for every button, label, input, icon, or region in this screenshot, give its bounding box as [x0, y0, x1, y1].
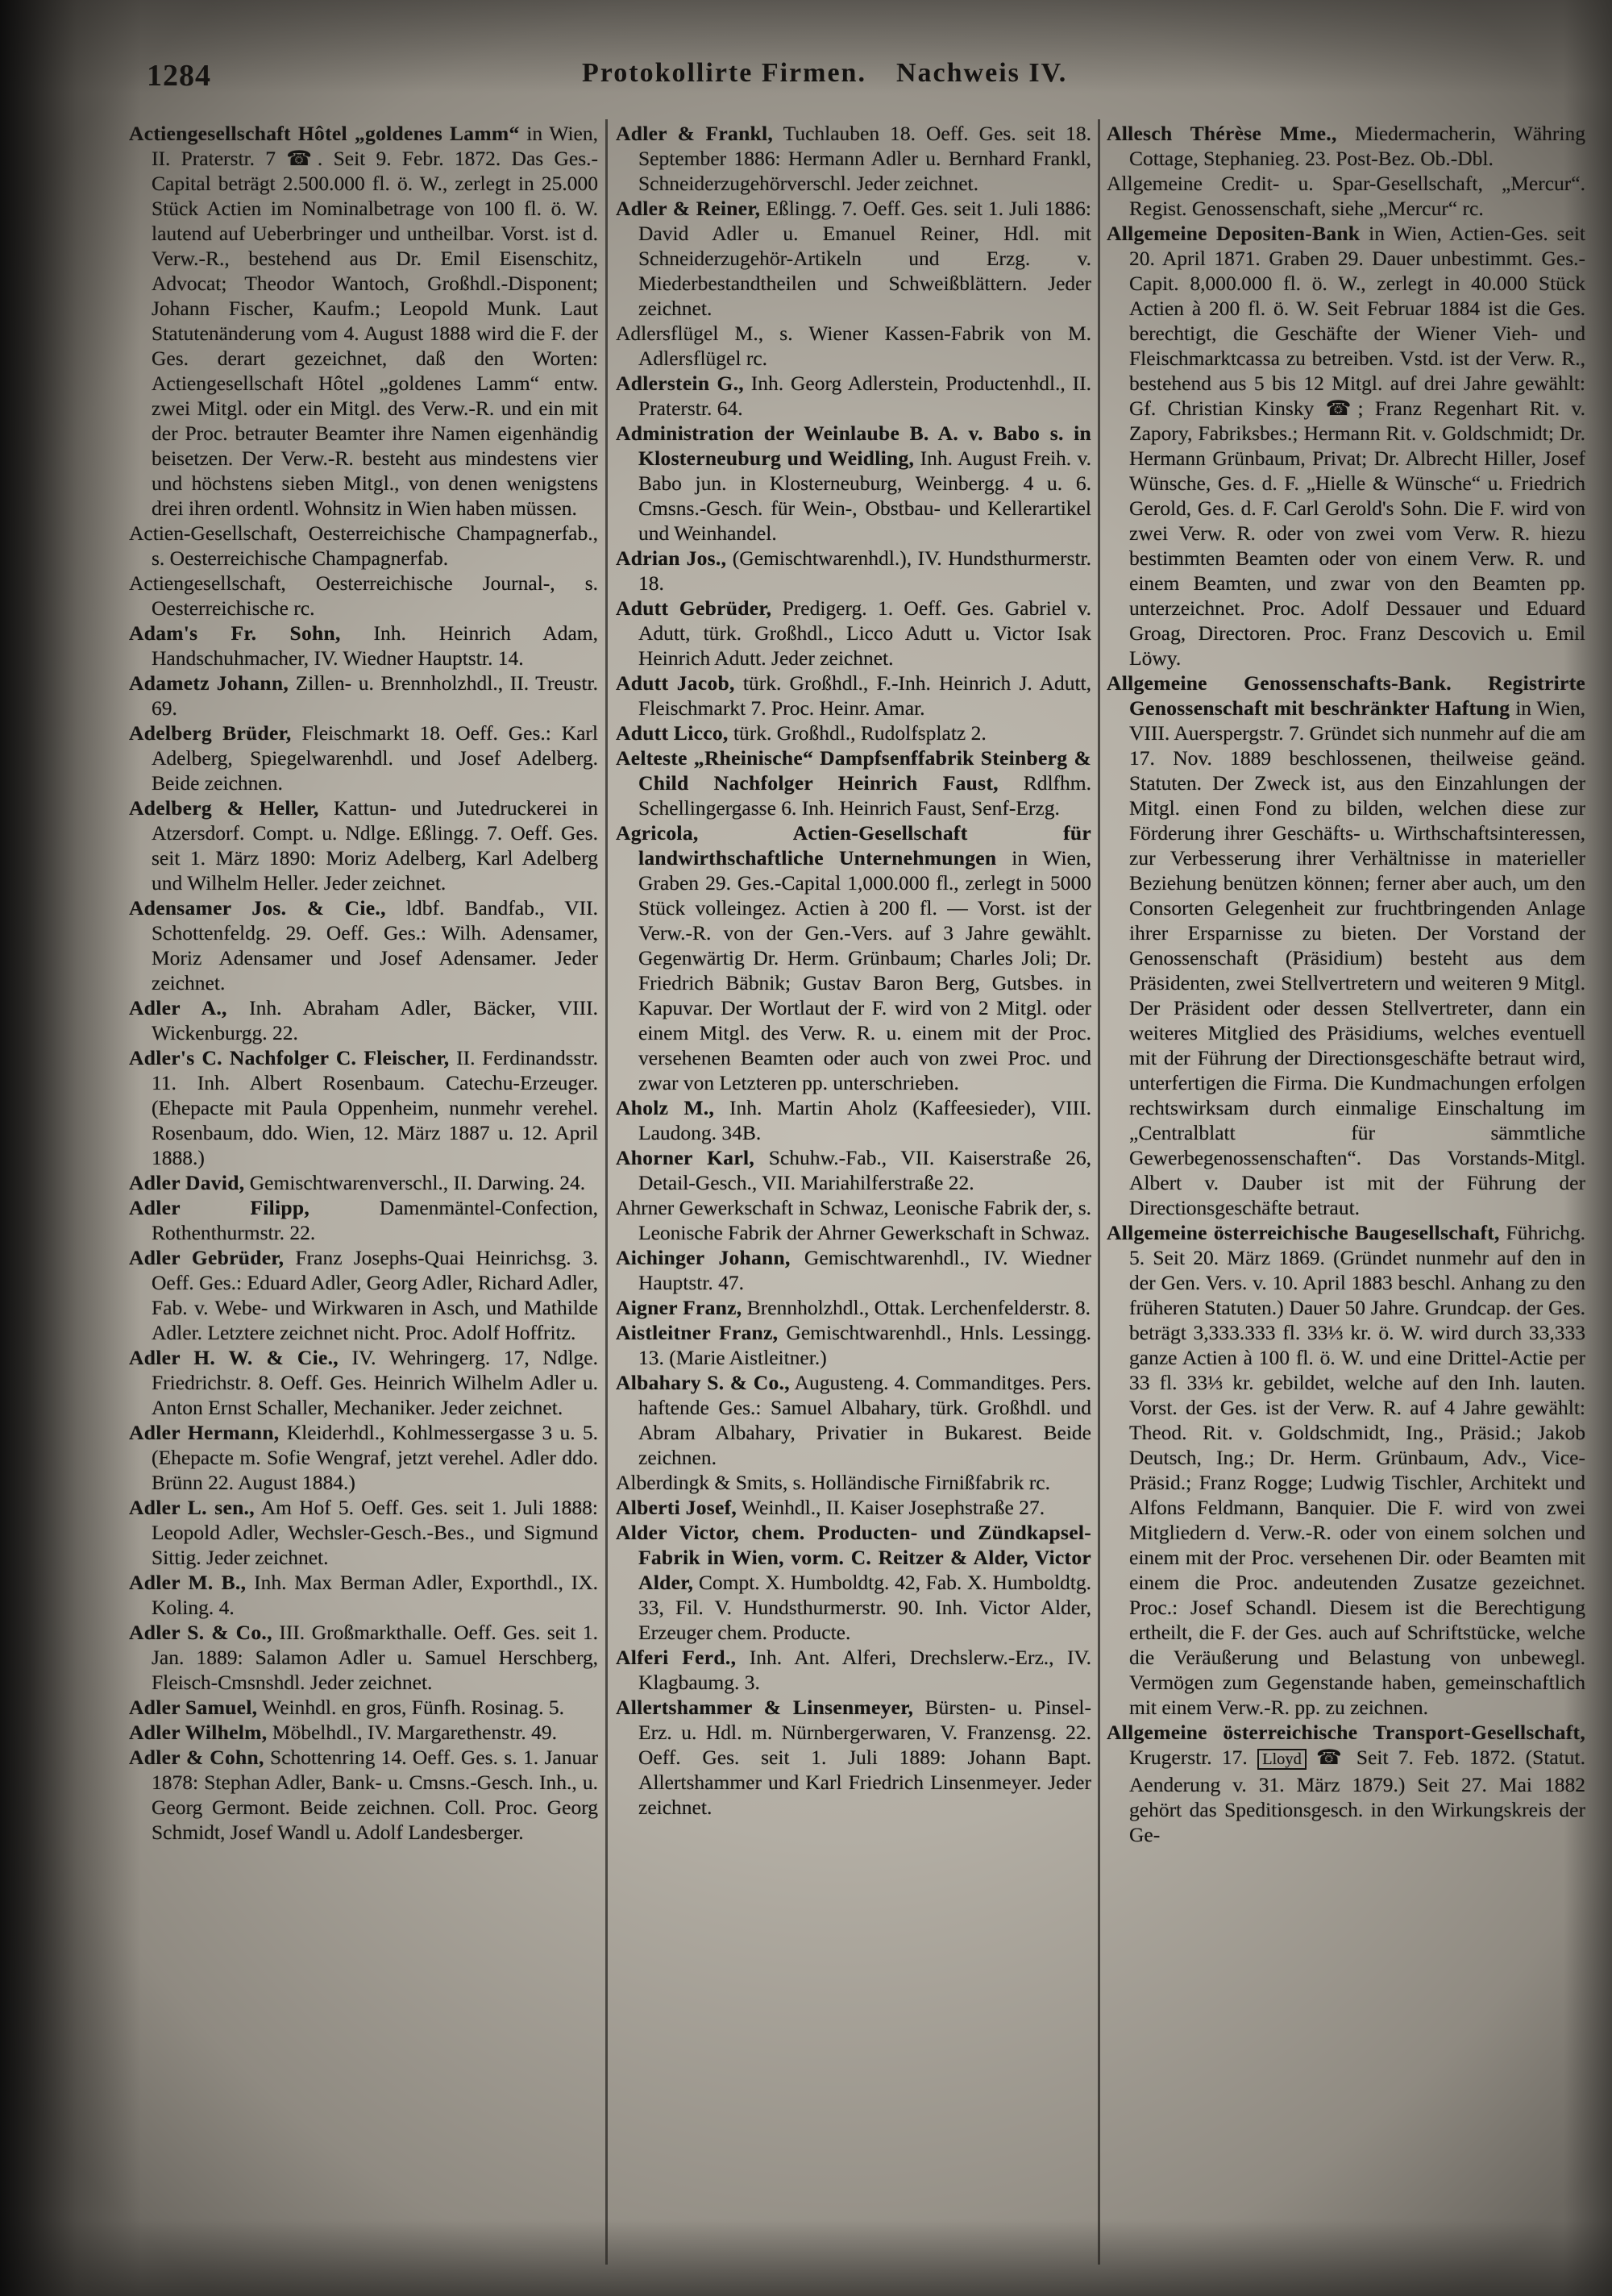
entry-text: Zillen- u. Brennholzhdl., II. Treustr. 69. [152, 671, 598, 720]
entry-name: Agricola, Actien-Gesellschaft für landwirthschaftliche Unternehmungen [616, 821, 1091, 870]
entry-text: Predigerg. 1. Oeff. Ges. Gabriel v. Adutt, türk. Großhdl., Licco Adutt u. Victor Isak Heinrich Adutt. Jeder zeichnet. [638, 596, 1091, 670]
entry-name: Albahary S. & Co., [616, 1371, 790, 1394]
directory-entry [616, 671, 1091, 720]
entry-name: Alder Victor, chem. Producten- und Zündkapsel-Fabrik in Wien, vorm. C. Reitzer & Alder, Victor Alder, [616, 1521, 1091, 1594]
directory-entry [1107, 221, 1585, 671]
entry-text: in Wien, II. Praterstr. 7 ☎. Seit 9. Febr. 1872. Das Ges.-Capital beträgt 2.500.000 fl. ö. W., zerlegt in 25.000 Stück Actien im Nominalbetrage von 100 fl. ö. W. lautend auf Ueberbringer und untheilbar. Vorst. ist d. Verw.-R., bestehend aus Dr. Emil Eisenschitz, Advocat; Theodor Wantoch, Großhdl.-Disponent; Johann Fischer, Kaufm.; Leopold Munk. Laut Statutenänderung vom 4. August 1888 wird die F. der Ges. derart gezeichnet, daß den Worten: Actiengesellschaft Hôtel „goldenes Lamm“ entw. zwei Mitgl. oder ein Mitgl. des Verw.-R. und ein mit der Proc. betrauter Beamter ihre Namen eigenhändig beisetzen. Der Verw.-R. besteht aus mindestens vier und höchstens sieben Mitgl., von denen wenigstens drei ihren ordentl. Wohnsitz in Wien haben müssen. [152, 122, 598, 520]
entry-name: Adler H. W. & Cie., [129, 1346, 339, 1369]
directory-entry [1107, 171, 1585, 221]
entry-name: Adler's C. Nachfolger C. Fleischer, [129, 1046, 450, 1069]
directory-entry [129, 1195, 598, 1245]
directory-entry [616, 321, 1091, 371]
directory-entry [616, 1695, 1091, 1820]
entry-text: Brennholzhdl., Ottak. Lerchenfelderstr. 8. [746, 1296, 1091, 1319]
entry-text: Tuchlauben 18. Oeff. Ges. seit 18. September 1886: Hermann Adler u. Bernhard Frankl, Schneiderzugehörverschl. Jeder zeichnet. [638, 122, 1091, 195]
entry-text: Inh. Georg Adlerstein, Productenhdl., II. Praterstr. 64. [638, 372, 1091, 420]
entry-name: Adler S. & Co., [129, 1621, 272, 1644]
entry-name: Adametz Johann, [129, 671, 289, 695]
directory-entry [129, 995, 598, 1045]
directory-column-left [129, 121, 598, 2274]
entry-name: Allgemeine Genossenschafts-Bank. Registrirte Genossenschaft mit beschränkter Haftung [1107, 671, 1585, 720]
entry-name: Actiengesellschaft Hôtel „goldenes Lamm“ [129, 122, 520, 145]
entry-name: Adler M. B., [129, 1571, 247, 1594]
directory-entry [129, 1745, 598, 1845]
entry-name: Aelteste „Rheinische“ Dampfsenffabrik Steinberg & Child Nachfolger Heinrich Faust, [616, 746, 1091, 795]
directory-entry [616, 1295, 1091, 1320]
entry-text: Kleiderhdl., Kohlmessergasse 3 u. 5. (Ehepacte m. Sofie Wengraf, jetzt verehel. Adler ddo. Brünn 22. August 1884.) [152, 1421, 598, 1494]
directory-entry [129, 1245, 598, 1345]
directory-entry [1107, 1220, 1585, 1720]
directory-entry [129, 1170, 598, 1195]
entry-name: Aistleitner Franz, [616, 1321, 779, 1344]
directory-entry [616, 1320, 1091, 1370]
entry-name: Allgemeine Depositen-Bank [1107, 222, 1361, 245]
entry-text: Inh. Max Berman Adler, Exporthdl., IX. Koling. 4. [152, 1571, 598, 1619]
entry-name: Aichinger Johann, [616, 1246, 791, 1269]
entry-text: ldbf. Bandfab., VII. Schottenfeldg. 29. Oeff. Ges.: Wilh. Adensamer, Moriz Adensamer und Josef Adensamer. Jeder zeichnet. [152, 896, 598, 994]
entry-text: Actien-Gesellschaft, Oesterreichische Champagnerfab., s. Oesterreichische Champagnerfab. [129, 521, 598, 570]
entry-text: Alberdingk & Smits, s. Holländische Firnißfabrik rc. [616, 1471, 1050, 1494]
entry-text: Möbelhdl., IV. Margarethenstr. 49. [272, 1721, 557, 1744]
directory-entry [616, 1470, 1091, 1495]
entry-text: Inh. August Freih. v. Babo jun. in Klosterneuburg, Weinbergg. 4 u. 6. Cmsns.-Gesch. für Wein-, Obstbau- und Kellerartikel und Weinhandel. [638, 446, 1091, 545]
entry-name: Aholz M., [616, 1096, 715, 1119]
directory-entry [129, 621, 598, 671]
entry-name: Adler Gebrüder, [129, 1246, 285, 1269]
entry-name: Adler David, [129, 1171, 245, 1194]
directory-entry [616, 1095, 1091, 1145]
directory-entry [616, 371, 1091, 421]
directory-entry [1107, 671, 1585, 1220]
directory-entry [616, 1245, 1091, 1295]
entry-text: Bürsten- u. Pinsel-Erz. u. Hdl. m. Nürnbergerwaren, V. Franzensg. 22. Oeff. Ges. seit 1. Juli 1889: Johann Bapt. Allertshammer und Karl Friedrich Linsenmeyer. Jeder zeichnet. [638, 1696, 1091, 1819]
entry-name: Adensamer Jos. & Cie., [129, 896, 386, 920]
entry-text: Eßlingg. 7. Oeff. Ges. seit 1. Juli 1886: David Adler u. Emanuel Reiner, Hdl. mit Schneiderzugehör-Artikeln und Erzg. v. Miederbestandtheilen und Schweißblättern. Jeder zeichnet. [638, 197, 1091, 320]
directory-entry [129, 671, 598, 720]
entry-text: Actiengesellschaft, Oesterreichische Journal-, s. Oesterreichische rc. [129, 571, 598, 620]
entry-name: Adler Filipp, [129, 1196, 310, 1219]
entry-name: Alferi Ferd., [616, 1646, 737, 1669]
entry-text: Inh. Martin Aholz (Kaffeesieder), VIII. Laudong. 34B. [638, 1096, 1091, 1144]
directory-entry [616, 1645, 1091, 1695]
entry-text: Augusteng. 4. Commanditges. Pers. haftende Ges.: Samuel Albahary, türk. Großhdl. und Abram Albahary, Privatier in Bukarest. Beide zeichnen. [638, 1371, 1091, 1469]
running-section: Nachweis IV. [896, 58, 1068, 88]
entry-name: Administration der Weinlaube B. A. v. Babo s. in Klosterneuburg und Weidling, [616, 421, 1091, 470]
entry-name: Adutt Jacob, [616, 671, 735, 695]
entry-name: Allgemeine österreichische Transport-Gesellschaft, [1107, 1721, 1585, 1744]
entry-text: Allgemeine Credit- u. Spar-Gesellschaft, „Mercur“. Regist. Genossenschaft, siehe „Mercur“ rc. [1107, 172, 1585, 220]
entry-text: Am Hof 5. Oeff. Ges. seit 1. Juli 1888: Leopold Adler, Wechsler-Gesch.-Bes., und Sigmund Sittig. Jeder zeichnet. [152, 1496, 598, 1569]
entry-text: in Wien, VIII. Auerspergstr. 7. Gründet sich nunmehr auf die am 17. Nov. 1889 beschlossenen, theilweise geänd. Statuten. Der Zweck ist, aus den Einzahlungen der Mitgl. einen Fond zu bilden, welchen diese zur Förderung ihrer Geschäfts- u. Wirthschaftsinteressen, zur Verbesserung ihrer Verhältnisse in materieller Beziehung benützen können; ferner aber auch, um den Consorten Gelegenheit zur fruchtbringenden Anlage ihrer Ersparnisse zu bieten. Der Vorstand der Genossenschaft (Präsidium) besteht aus dem Präsidenten, zwei Stellvertretern und weiteren 9 Mitgl. Der Präsident oder dessen Stellvertreter, dann ein weiteres Mitglied des Präsidiums, welches eventuell mit der Führung der Directionsgeschäfte betraut wird, unterfertigen die Firma. Die Kundmachungen erfolgen rechtswirksam durch einmalige Einschaltung im „Centralblatt für sämmtliche Gewerbegenossenschaften“. Das Vorstands-Mitgl. Albert v. Dauber ist mit der Führung der Directionsgeschäfte betraut. [1129, 696, 1585, 1219]
directory-entry [616, 820, 1091, 1095]
entry-text: Weinhdl., II. Kaiser Josephstraße 27. [742, 1496, 1045, 1519]
entry-text: Kattun- und Jutedruckerei in Atzersdorf. Compt. u. Ndlge. Eßlingg. 7. Oeff. Ges. seit 1. März 1890: Moriz Adelberg, Karl Adelberg und Wilhelm Heller. Jeder zeichnet. [152, 796, 598, 895]
directory-entry [129, 1045, 598, 1170]
entry-text: III. Großmarkthalle. Oeff. Ges. seit 1. Jan. 1889: Salamon Adler u. Samuel Herschberg, Fleisch-Cmsnshdl. Jeder zeichnet. [152, 1621, 598, 1694]
entry-text: IV. Wehringerg. 17, Ndlge. Friedrichstr. 8. Oeff. Ges. Heinrich Wilhelm Adler u. Anton Ernst Schaller, Mechaniker. Jeder zeichnet. [152, 1346, 598, 1419]
entry-name: Adler & Frankl, [616, 122, 774, 145]
directory-entry [616, 1370, 1091, 1470]
entry-text: Weinhdl. en gros, Fünfh. Rosinag. 5. [262, 1696, 564, 1719]
entry-name: Adler & Reiner, [616, 197, 761, 220]
entry-name: Alberti Josef, [616, 1496, 737, 1519]
entry-name: Adler A., [129, 996, 227, 1019]
entry-name: Adelberg & Heller, [129, 796, 319, 820]
directory-entry [129, 121, 598, 521]
entry-text: Miedermacherin, Währing Cottage, Stephanieg. 23. Post-Bez. Ob.-Dbl. [1129, 122, 1585, 170]
running-title: Protokollirte Firmen. [582, 58, 866, 88]
entry-name: Adelberg Brüder, [129, 721, 292, 745]
directory-entry [616, 596, 1091, 671]
entry-text: in Wien, Graben 29. Ges.-Capital 1,000.000 fl., zerlegt in 5000 Stück volleingez. Actien à 200 fl. — Vorst. ist der Verw.-R. von der Gen.-Vers. auf 3 Jahre gewählt. Gegenwärtig Dr. Herm. Grünbaum; Charles Joli; Dr. Friedrich Bäbnik; Gustav Baron Berg, Gutsbes. in Kapuvar. Der Wortlaut der F. wird von 2 Mitgl. oder einem Mitgl. des Verw. R. u. einem mit der Proc. versehenen Beamten oder auch von zwei Proc. und zwar von Letzteren pp. unterschrieben. [638, 846, 1091, 1094]
entry-text: (Gemischtwarenhdl.), IV. Hundsthurmerstr. 18. [638, 546, 1091, 595]
directory-entry [616, 196, 1091, 321]
entry-text: Adlersflügel M., s. Wiener Kassen-Fabrik von M. Adlersflügel rc. [616, 322, 1091, 370]
entry-text: Krugerstr. 17. [1129, 1746, 1248, 1769]
entry-text: Ahrner Gewerkschaft in Schwaz, Leonische Fabrik der, s. Leonische Fabrik der Ahrner Gewerkschaft in Schwaz. [616, 1196, 1091, 1244]
directory-entry [616, 421, 1091, 546]
directory-entry [129, 1720, 598, 1745]
directory-entry [616, 1520, 1091, 1645]
directory-entry [129, 1620, 598, 1695]
entry-text: Inh. Ant. Alferi, Drechslerw.-Erz., IV. Klagbaumg. 3. [638, 1646, 1091, 1694]
entry-name: Aigner Franz, [616, 1296, 742, 1319]
directory-column-middle [616, 121, 1091, 2274]
directory-entry [129, 1570, 598, 1620]
entry-name: Ahorner Karl, [616, 1146, 755, 1169]
entry-name: Adam's Fr. Sohn, [129, 621, 341, 645]
entry-name: Adutt Gebrüder, [616, 596, 772, 620]
entry-name: Adutt Licco, [616, 721, 729, 745]
entry-name: Adrian Jos., [616, 546, 727, 570]
page-number: 1284 [147, 59, 211, 93]
directory-entry [129, 895, 598, 995]
entry-text: Compt. X. Humboldtg. 42, Fab. X. Humboldtg. 33, Fil. V. Hundsthurmerstr. 90. Inh. Victor Alder, Erzeuger chem. Producte. [638, 1571, 1091, 1644]
entry-name: Adlerstein G., [616, 372, 744, 395]
directory-entry [616, 745, 1091, 820]
directory-entry [616, 720, 1091, 745]
directory-entry [616, 546, 1091, 596]
entry-text-continued: ☎ Seit 7. Feb. 1872. (Statut. Aenderung v. 31. März 1879.) Seit 27. Mai 1882 gehört das Speditionsgesch. in den Wirkungskreis der Ge- [1129, 1746, 1585, 1846]
directory-entry [129, 1495, 598, 1570]
entry-text: Inh. Heinrich Adam, Handschuhmacher, IV. Wiedner Hauptstr. 14. [152, 621, 598, 670]
entry-text: Inh. Abraham Adler, Bäcker, VIII. Wickenburgg. 22. [152, 996, 598, 1044]
entry-name: Adler Hermann, [129, 1421, 280, 1444]
entry-name: Adler & Cohn, [129, 1746, 264, 1769]
entry-text: Gemischtwarenhdl., IV. Wiedner Hauptstr. 47. [638, 1246, 1091, 1294]
page-header [0, 58, 1612, 100]
entry-name: Allgemeine österreichische Baugesellschaft, [1107, 1221, 1500, 1244]
directory-entry [616, 1145, 1091, 1195]
directory-entry [129, 720, 598, 795]
directory-entry [129, 1420, 598, 1495]
entry-text: Führichg. 5. Seit 20. März 1869. (Gründet nunmehr auf den in der Gen. Vers. v. 10. April 1883 beschl. Anhang zu den früheren Statuten.) Dauer 50 Jahre. Grundcap. der Ges. beträgt 3,333.333 fl. 33⅓ kr. ö. W. wird durch 33,333 ganze Actien à 100 fl. ö. W. und eine Drittel-Actie per 33 fl. 33⅓ kr. gebildet, welche auf den Inh. lauten. Vorst. der Ges. ist der Verw. R. auf 4 Jahre gewählt: Theod. Rit. v. Goldschmidt, Ing., Präsid.; Jakob Deutsch, Ing.; Dr. Herm. Grünbaum, Adv., Vice-Präsid.; Franz Rogge; Ludwig Tischler, Architekt und Alfons Feldmann, Banquier. Die F. wird von zwei Mitgliedern d. Verw.-R. oder von einem solchen und einem mit der Proc. versehenen Dir. oder Beamten mit einem die Proc. andeutenden Zusatze gezeichnet. Proc.: Josef Schandl. Diesem ist die Berechtigung ertheilt, die F. der Ges. auch auf Schriftstücke, welche die Veräußerung und Belastung von unbewegl. Vermögen zum Gegenstande haben, gemeinschaftlich mit einem Verw.-R. pp. zu zeichnen. [1129, 1221, 1585, 1719]
directory-entry [1107, 121, 1585, 171]
entry-text: Rdlfhm. Schellingergasse 6. Inh. Heinrich Faust, Senf-Erzg. [638, 771, 1091, 820]
entry-text: in Wien, Actien-Ges. seit 20. April 1871. Graben 29. Dauer unbestimmt. Ges.-Capit. 8,000.000 fl. ö. W., zerlegt in 40.000 Stück Actien à 200 fl. ö. W. Seit Februar 1884 ist die Ges. berechtigt, die Geschäfte der Wiener Vieh- und Fleischmarktcassa zu betreiben. Vstd. ist der Verw. R., bestehend aus 5 bis 12 Mitgl. auf drei Jahre gewählt: Gf. Christian Kinsky ☎; Franz Regenhart Rit. v. Zapory, Fabriksbes.; Hermann Rit. v. Goldschmidt; Dr. Hermann Grünbaum, Privat; Dr. Albrecht Hiller, Josef Wünsche, Ges. d. F. „Hielle & Wünsche“ u. Friedrich Gerold, Ges. d. F. Carl Gerold's Sohn. Die F. wird von zwei Verw. R. oder von zwei vom Verw. R. hiezu bestimmten Beamten oder von einem Verw. R. und einem Beamten, und zwar von den Beamten pp. unterzeichnet. Proc. Adolf Dessauer und Eduard Groag, Directoren. Proc. Franz Descovich u. Emil Löwy. [1129, 222, 1585, 670]
entry-name: Allertshammer & Linsenmeyer, [616, 1696, 914, 1719]
directory-entry [129, 795, 598, 895]
entry-text: Gemischtwarenhdl., Hnls. Lessingg. 13. (Marie Aistleitner.) [638, 1321, 1091, 1369]
entry-text: II. Ferdinandsstr. 11. Inh. Albert Rosenbaum. Catechu-Erzeuger. (Ehepacte mit Paula Oppenheim, nunmehr verehel. Rosenbaum, ddo. Wien, 12. März 1887 u. 12. April 1888.) [152, 1046, 598, 1169]
directory-entry [129, 1695, 598, 1720]
entry-text: türk. Großhdl., F.-Inh. Heinrich J. Adutt, Fleischmarkt 7. Proc. Heinr. Amar. [638, 671, 1091, 720]
directory-entry [1107, 1720, 1585, 1847]
column-divider [1098, 119, 1100, 2265]
entry-text: Fleischmarkt 18. Oeff. Ges.: Karl Adelberg, Spiegelwarenhdl. und Josef Adelberg. Beide zeichnen. [152, 721, 598, 795]
entry-text: Schuhw.-Fab., VII. Kaiserstraße 26, Detail-Gesch., VII. Mariahilferstraße 22. [638, 1146, 1091, 1194]
telegram-address-box: Lloyd [1257, 1749, 1307, 1770]
entry-name: Adler Wilhelm, [129, 1721, 268, 1744]
entry-name: Adler Samuel, [129, 1696, 258, 1719]
directory-entry [616, 1495, 1091, 1520]
directory-entry [616, 1195, 1091, 1245]
entry-text: Gemischtwarenverschl., II. Darwing. 24. [249, 1171, 586, 1194]
directory-entry [129, 1345, 598, 1420]
entry-name: Adler L. sen., [129, 1496, 255, 1519]
entry-name: Allesch Thérèse Mme., [1107, 122, 1337, 145]
directory-entry [129, 571, 598, 621]
entry-text: Damenmäntel-Confection, Rothenthurmstr. 22. [152, 1196, 598, 1244]
entry-text: Franz Josephs-Quai Heinrichsg. 3. Oeff. Ges.: Eduard Adler, Georg Adler, Richard Adler, Fab. v. Webe- und Wirkwaren in Asch, und Mathilde Adler. Letztere zeichnet nicht. Proc. Adolf Hoffritz. [152, 1246, 598, 1344]
directory-entry [129, 521, 598, 571]
entry-text: Schottenring 14. Oeff. Ges. s. 1. Januar 1878: Stephan Adler, Bank- u. Cmsns.-Gesch. Inh., u. Georg Germont. Beide zeichnen. Coll. Proc. Georg Schmidt, Josef Wandl u. Adolf Landesberger. [152, 1746, 598, 1844]
directory-entry [616, 121, 1091, 196]
directory-column-right [1107, 121, 1585, 2274]
entry-text: türk. Großhdl., Rudolfsplatz 2. [733, 721, 987, 745]
column-divider [605, 119, 608, 2265]
